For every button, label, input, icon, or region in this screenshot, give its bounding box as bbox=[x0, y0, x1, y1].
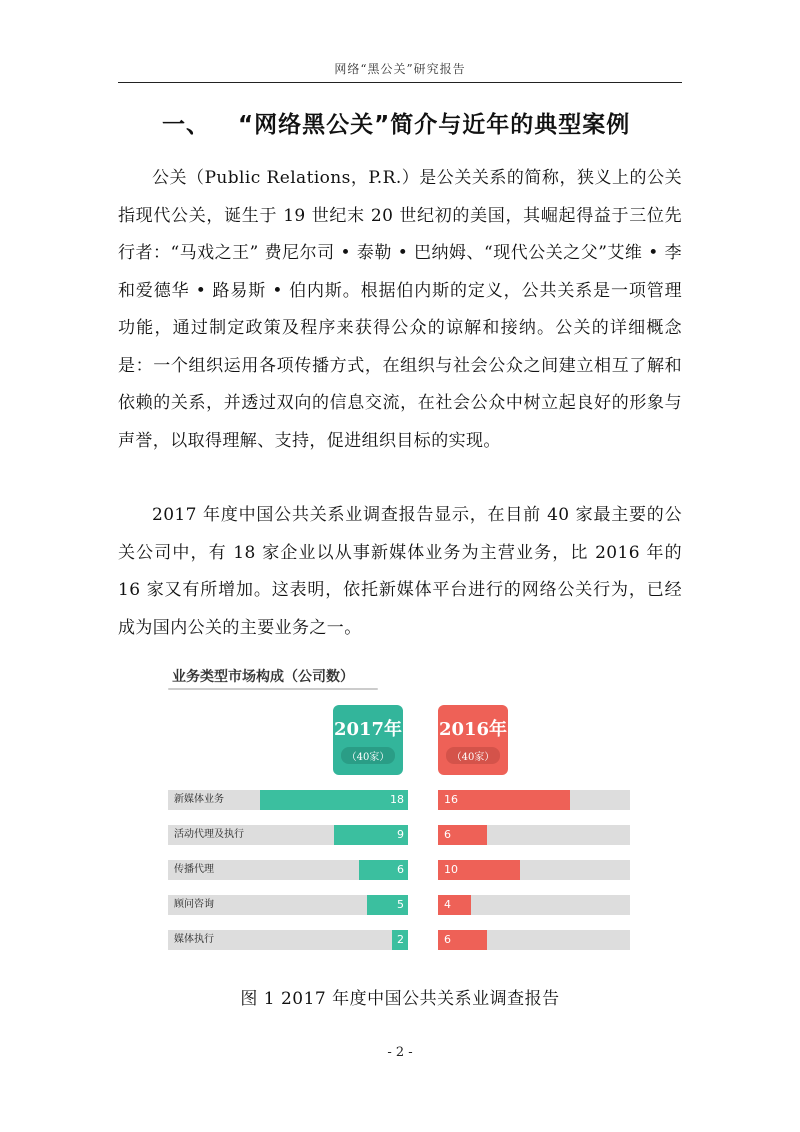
legend-badge-2016 bbox=[438, 705, 508, 775]
bar-2017: 18 bbox=[260, 790, 408, 810]
bar-2017: 9 bbox=[334, 825, 408, 845]
bar-2017: 5 bbox=[367, 895, 408, 915]
section-title: “网络黑公关”简介与近年的典型案例 bbox=[238, 112, 631, 138]
legend-2016-label: 2016年 bbox=[438, 719, 508, 740]
figure-caption: 图 1 2017 年度中国公共关系业调查报告 bbox=[240, 989, 560, 1009]
header-divider bbox=[118, 82, 682, 83]
bar-2016: 6 bbox=[438, 825, 487, 845]
chart-title-underline bbox=[168, 688, 378, 690]
legend-2016-count: （40家） bbox=[446, 747, 501, 764]
legend-badge-2017 bbox=[333, 705, 403, 775]
category-label: 媒体执行 bbox=[174, 934, 214, 945]
legend-2017-count: （40家） bbox=[341, 747, 396, 764]
bar-2016: 6 bbox=[438, 930, 487, 950]
legend-2017-label: 2017年 bbox=[333, 719, 403, 740]
category-label: 顾问咨询 bbox=[174, 899, 214, 910]
bar-2017: 6 bbox=[359, 860, 408, 880]
paragraph-survey: 2017 年度中国公共关系业调查报告显示，在目前 40 家最主要的公关公司中，有 18 家企业以从事新媒体业务为主营业务，比 2016 年的 16 家又有所增加。这表明，依托新媒体平台进行的网络公关行为，已经成为国内公关的主要业务之一。 bbox=[118, 505, 682, 638]
business-type-chart bbox=[160, 660, 650, 965]
paragraph-intro: 公关（Public Relations，P.R.）是公关关系的简称，狭义上的公关指现代公关，诞生于 19 世纪末 20 世纪初的美国，其崛起得益于三位先行者：“马戏之王” 费尼尔司 • 泰勒 • 巴纳姆、“现代公关之父”艾维 • 李和爱德华 • 路易斯 • 伯内斯。根据伯内斯的定义，公共关系是一项管理功能，通过制定政策及程序来获得公众的谅解和接纳。公关的详细概念是：一个组织运用各项传播方式，在组织与社会公众之间建立相互了解和依赖的关系，并透过双向的信息交流，在社会公众中树立起良好的形象与声誉，以取得理解、支持，促进组织目标的实现。 bbox=[118, 168, 682, 451]
bar-2016: 16 bbox=[438, 790, 570, 810]
chart-title: 业务类型市场构成（公司数） bbox=[172, 669, 354, 685]
section-number: 一、 bbox=[162, 112, 210, 138]
category-label: 新媒体业务 bbox=[174, 794, 224, 805]
category-label: 传播代理 bbox=[174, 864, 214, 875]
page-number: - 2 - bbox=[387, 1045, 413, 1060]
bar-2016: 10 bbox=[438, 860, 520, 880]
section-heading bbox=[162, 106, 630, 139]
running-header: 网络“黑公关”研究报告 bbox=[334, 62, 466, 76]
bar-2016: 4 bbox=[438, 895, 471, 915]
bar-2017: 2 bbox=[392, 930, 408, 950]
category-label: 活动代理及执行 bbox=[174, 829, 244, 840]
